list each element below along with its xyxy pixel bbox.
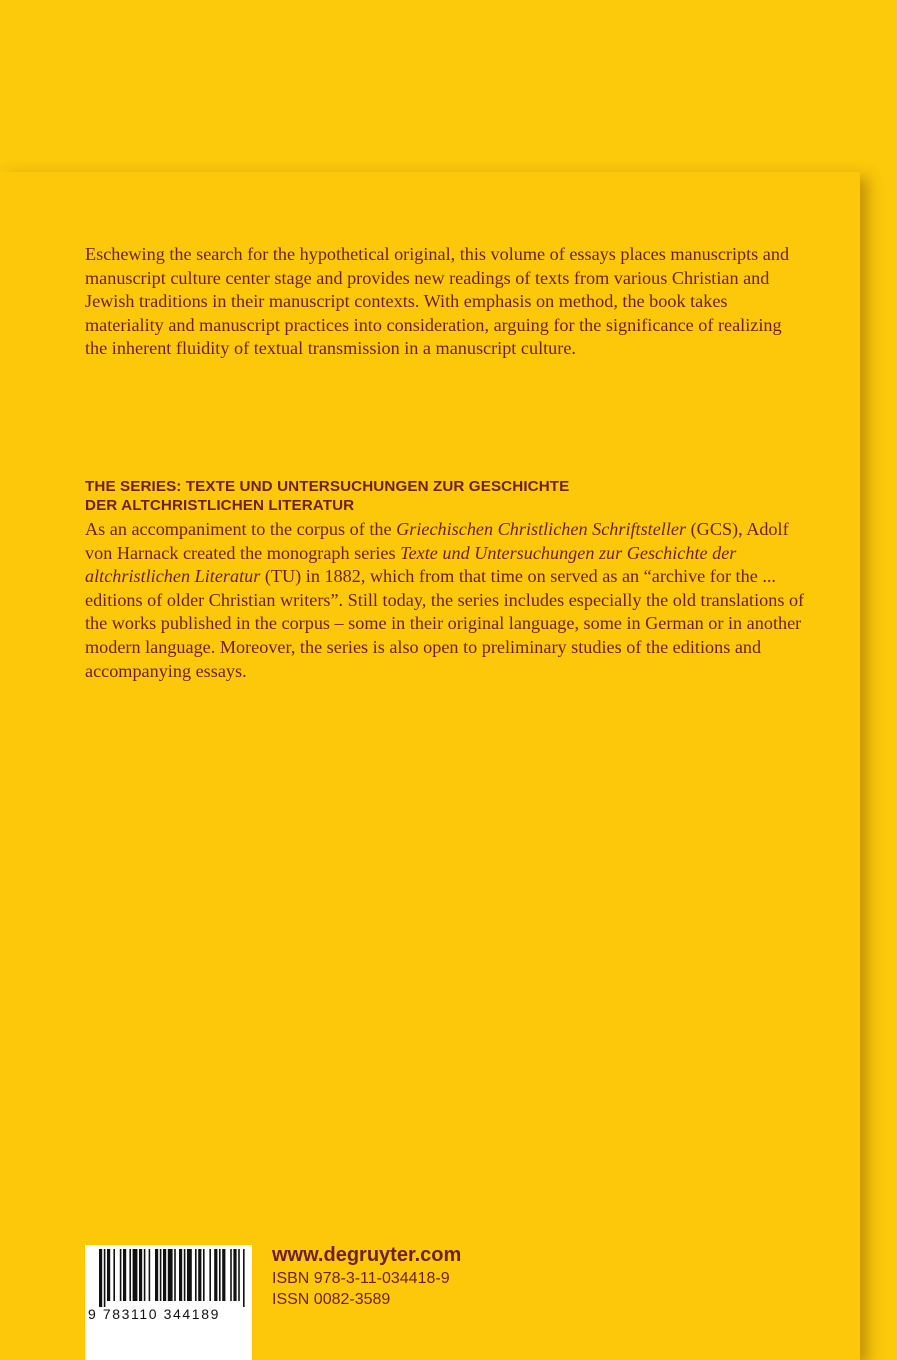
barcode-bar	[243, 1249, 245, 1307]
barcode-bar	[219, 1249, 221, 1301]
barcode-bar	[144, 1249, 146, 1301]
corpus-title: Griechischen Christlichen Schriftsteller	[396, 519, 687, 539]
barcode-bar	[238, 1249, 240, 1301]
series-heading-line-1: THE SERIES: TEXTE UND UNTERSUCHUNGEN ZUR GESCHICHTE	[85, 478, 570, 495]
barcode-bar	[198, 1249, 201, 1301]
barcode-bar	[120, 1249, 122, 1301]
series-title: Texte und Untersuchungen zur Geschichte der altchristlichen Literatur	[85, 542, 737, 587]
barcode-bar	[203, 1249, 205, 1301]
barcode-bar	[139, 1249, 142, 1301]
barcode-bar	[123, 1249, 126, 1301]
publisher-info	[272, 1242, 461, 1310]
barcode-bar	[230, 1249, 232, 1301]
barcode-bar	[233, 1249, 236, 1301]
series-heading	[85, 477, 805, 515]
series-text-part-2: (GCS), Adolf von Harnack created the monograph series	[85, 519, 789, 563]
barcode-number: 9 783110 344189	[88, 1306, 220, 1322]
barcode-bar	[107, 1249, 110, 1301]
barcode-bar	[184, 1249, 186, 1301]
barcode-bar	[163, 1249, 166, 1301]
barcode-bar	[104, 1249, 106, 1307]
barcode-bar	[179, 1249, 182, 1301]
series-text-part-3: (TU) in 1882, which from that time on served as an “archive for the ... editions of older Christian writers”. Still today, the series includes especially the old translations of the works published in the corpus – some in their original language, some in German or in another modern language. Moreover, the series is also open to preliminary studies of the editions and accompanying essays.	[85, 566, 805, 681]
barcode-bar	[133, 1249, 138, 1301]
barcode-bar	[187, 1249, 192, 1301]
barcode-bar	[160, 1249, 162, 1301]
series-text-part-1: As an accompaniment to the corpus of the	[85, 519, 397, 539]
barcode-bar	[195, 1249, 197, 1301]
issn: ISSN 0082-3589	[272, 1291, 391, 1308]
barcode-bar	[222, 1249, 225, 1301]
barcode-bar	[149, 1249, 151, 1301]
series-heading-line-2: DER ALTCHRISTLICHEN LITERATUR	[85, 497, 355, 514]
barcode-bar	[168, 1249, 173, 1301]
barcode-bar	[99, 1249, 102, 1307]
barcode	[85, 1245, 252, 1360]
barcode-bars	[85, 1245, 252, 1307]
book-blurb: Eschewing the search for the hypothetical original, this volume of essays places manuscripts and manuscript culture center stage and provides new readings of texts from various Christian and Jewish traditions in their manuscript contexts. With emphasis on method, the book takes materiality and manuscript practices into consideration, arguing for the significance of realizing the inherent fluidity of textual transmission in a manuscript culture.	[85, 244, 790, 359]
barcode-bar	[209, 1249, 211, 1301]
barcode-bar	[113, 1249, 115, 1301]
isbn: ISBN 978-3-11-034418-9	[272, 1270, 450, 1287]
barcode-bar	[174, 1249, 176, 1301]
series-description	[85, 518, 805, 683]
barcode-bar	[214, 1249, 217, 1301]
barcode-bar	[155, 1249, 158, 1301]
barcode-bar	[129, 1249, 131, 1301]
publisher-url[interactable]: www.degruyter.com	[272, 1244, 462, 1266]
